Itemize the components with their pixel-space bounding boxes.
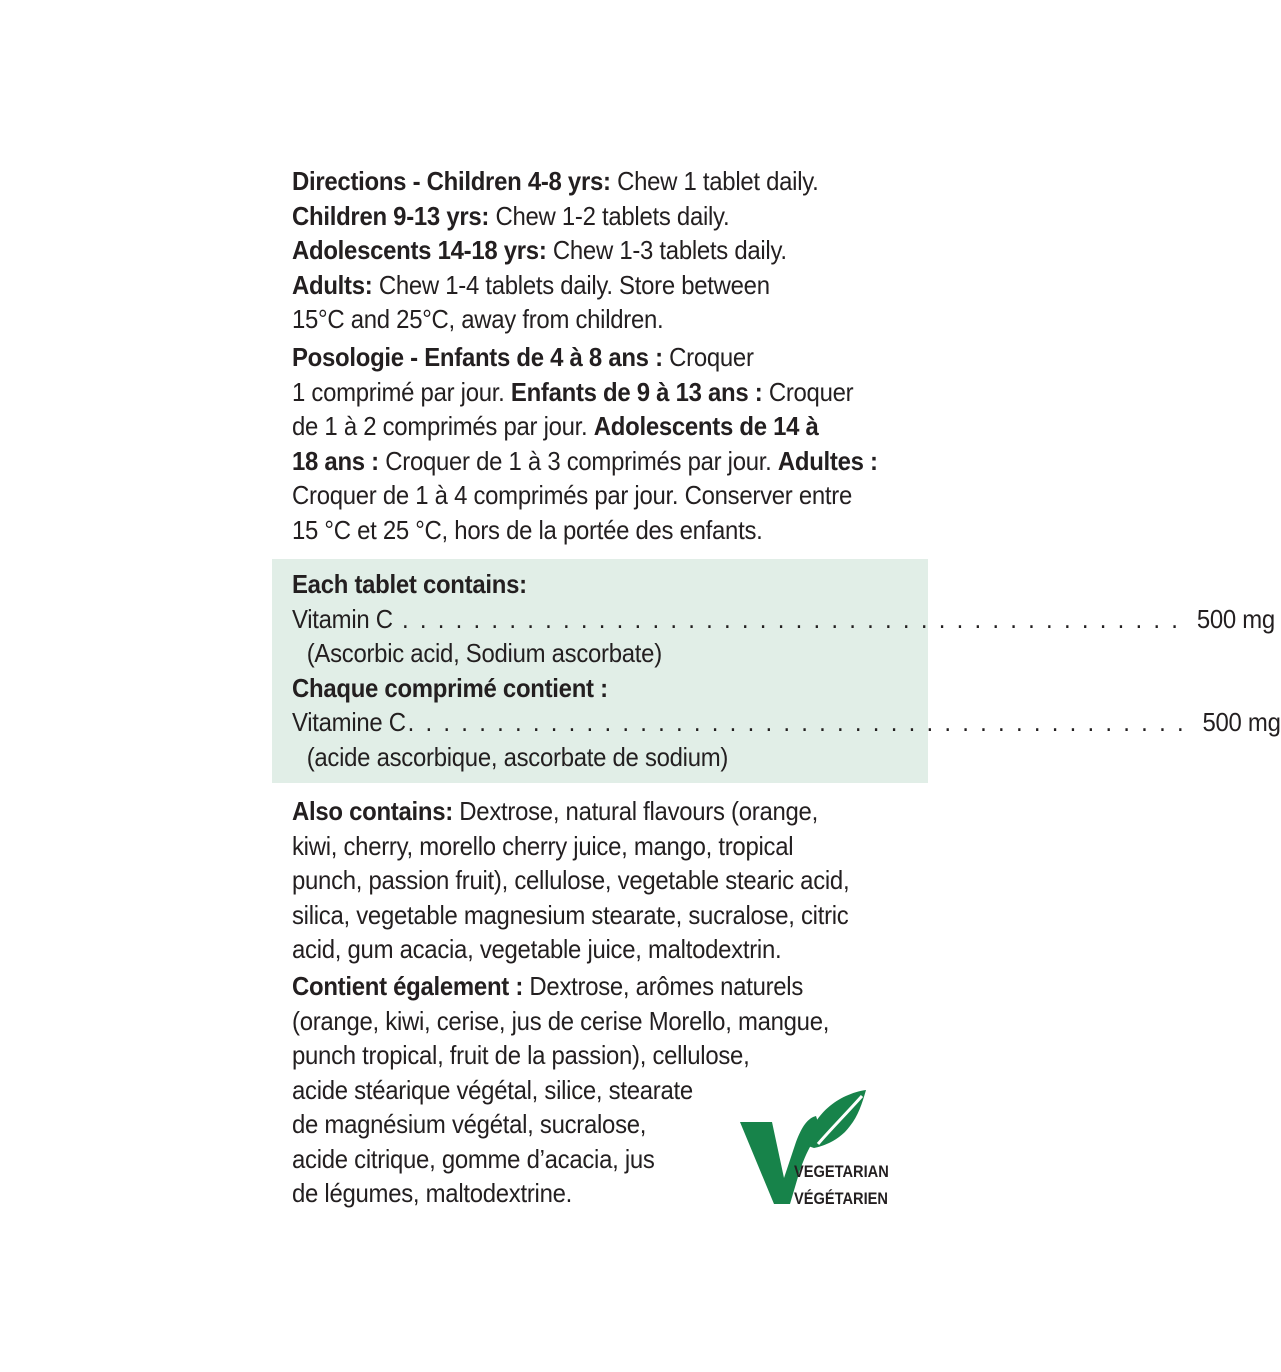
directions-text: Chew 1 tablet daily.	[610, 166, 819, 196]
directions-line	[292, 302, 862, 337]
also-line	[292, 794, 862, 829]
also-line: (orange, kiwi, cerise, jus de cerise Morello, mangue,	[292, 1005, 830, 1036]
also-line: acide stéarique végétal, silice, stearate	[292, 1074, 693, 1105]
directions-text: 15°C and 25°C, away from children.	[292, 304, 664, 334]
directions-text: Chew 1-4 tablets daily. Store between	[372, 269, 770, 300]
directions-line	[292, 268, 862, 303]
ingredient-row-fr	[292, 705, 1281, 740]
posologie-text: Croquer de 1 à 4 comprimés par jour. Conserver entre	[292, 480, 853, 510]
ingredient-row-en	[292, 602, 1275, 637]
also-line: acide citrique, gomme d’acacia, jus	[292, 1143, 655, 1174]
directions-line	[292, 199, 862, 234]
posologie-line	[292, 340, 862, 375]
directions-label: Directions - Children 4-8 yrs:	[292, 166, 611, 196]
posologie-label: Adultes :	[777, 445, 878, 476]
ingredient-sources-en: (Ascorbic acid, Sodium ascorbate)	[306, 638, 662, 668]
non-medicinal-ingredients-en	[292, 794, 862, 967]
posologie-line	[292, 375, 862, 410]
posologie-line	[292, 409, 862, 444]
posologie-line	[292, 444, 878, 479]
posologie-label: 18 ans :	[292, 445, 379, 476]
posologie-text: 15 °C et 25 °C, hors de la portée des enfants.	[292, 514, 763, 545]
directions-english	[292, 164, 862, 337]
also-line: silica, vegetable magnesium stearate, sucralose, citric	[292, 899, 849, 930]
ingredient-amount: 500 mg	[1196, 603, 1275, 634]
directions-text: Chew 1-3 tablets daily.	[546, 235, 787, 265]
posologie-label: Enfants de 9 à 13 ans :	[510, 376, 763, 407]
also-text: Dextrose, natural flavours (orange,	[452, 796, 818, 826]
vegetarian-label-fr: VÉGÉTARIEN	[794, 1189, 888, 1208]
ingredient-sources-fr: (acide ascorbique, ascorbate de sodium)	[306, 741, 729, 772]
posologie-line	[292, 513, 862, 548]
ingredient-amount: 500 mg	[1202, 707, 1281, 737]
directions-label: Adolescents 14-18 yrs:	[292, 235, 547, 265]
posologie-text: 1 comprimé par jour.	[292, 376, 511, 407]
also-line: de magnésium végétal, sucralose,	[292, 1109, 647, 1139]
ingredients-heading-fr	[292, 671, 899, 706]
also-line: acid, gum acacia, vegetable juice, maltodextrin.	[292, 934, 782, 964]
posologie-text: Croquer	[762, 376, 854, 407]
directions-french	[292, 340, 878, 547]
medicinal-ingredients	[292, 567, 1281, 774]
heading-text: Chaque comprimé contient :	[292, 672, 608, 703]
ingredients-heading-en	[292, 567, 899, 602]
ingredient-name: Vitamine C	[292, 707, 406, 737]
also-line: kiwi, cherry, morello cherry juice, mango, tropical	[292, 830, 794, 861]
also-label: Also contains:	[292, 796, 453, 826]
dot-leader: . . . . . . . . . . . . . . . . . . . . . . . . . . . . . . . . . . . . . . . . . . . .	[407, 707, 1186, 737]
posologie-line	[292, 478, 862, 513]
vegetarian-label-en: VEGETARIAN	[794, 1162, 889, 1181]
posologie-text: de 1 à 2 comprimés par jour.	[292, 411, 594, 441]
posologie-label: Posologie - Enfants de 4 à 8 ans :	[292, 342, 663, 372]
heading-text: Each tablet contains:	[292, 569, 527, 599]
also-line: punch tropical, fruit de la passion), cellulose,	[292, 1040, 750, 1070]
directions-line	[292, 164, 862, 199]
posologie-text: Croquer	[662, 342, 754, 372]
posologie-label: Adolescents de 14 à	[593, 411, 819, 441]
also-line: punch, passion fruit), cellulose, vegetable stearic acid,	[292, 865, 850, 895]
also-line	[292, 969, 862, 1004]
ingredient-name: Vitamin C	[292, 603, 393, 634]
posologie-text: Croquer de 1 à 3 comprimés par jour.	[378, 445, 778, 476]
also-text: Dextrose, arômes naturels	[523, 971, 804, 1001]
also-line: de légumes, maltodextrine.	[292, 1178, 573, 1208]
dot-leader: . . . . . . . . . . . . . . . . . . . . . . . . . . . . . . . . . . . . . . . . . . . .	[401, 603, 1181, 634]
directions-label: Adults:	[292, 269, 373, 300]
directions-text: Chew 1-2 tablets daily.	[489, 200, 730, 231]
also-label: Contient également :	[292, 971, 524, 1001]
directions-line	[292, 233, 862, 268]
directions-label: Children 9-13 yrs:	[292, 200, 490, 231]
